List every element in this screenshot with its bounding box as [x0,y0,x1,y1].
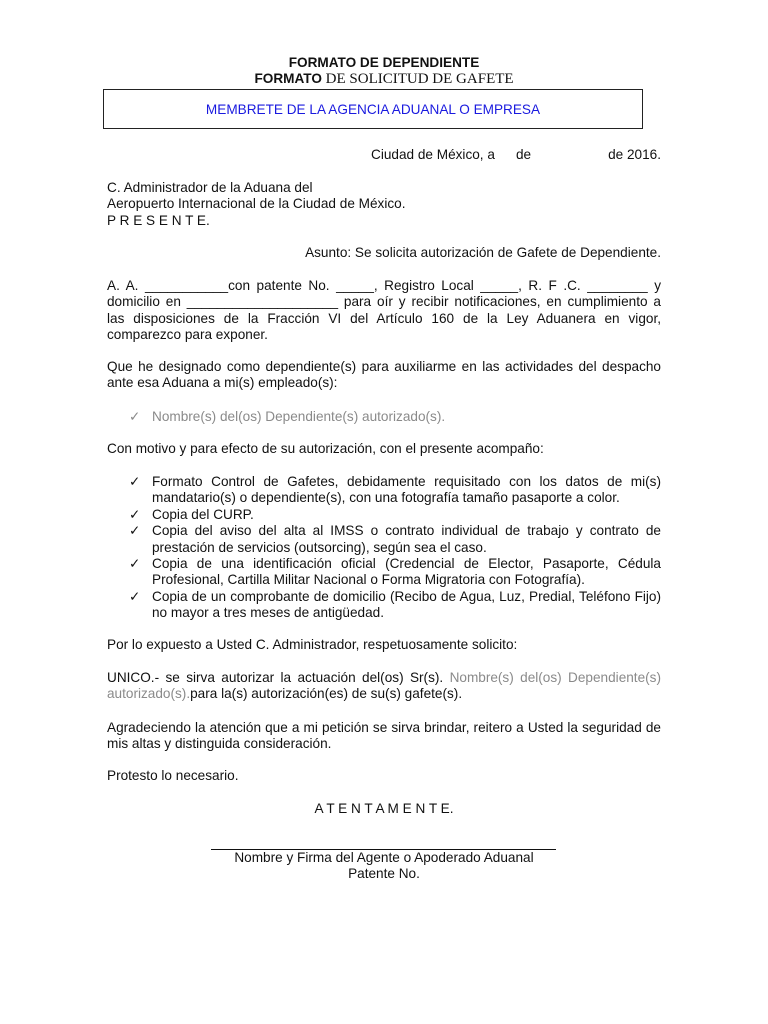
designation-paragraph: Que he designado como dependiente(s) para auxiliarme en las actividades del despacho ante esa Aduana a mi(s) empleado(s): [107,359,661,391]
intro-paragraph: A. A. ___________con patente No. _____, Registro Local _____, R. F .C. ________ y domicilio en ____________________ para oír y recibir notificaciones, en cumplimiento a las disposiciones de la Fracción VI del Artículo 160 de la Ley Aduanera en vigor, comparezco para exponer. [107,278,661,343]
checkmark-icon: ✓ [129,506,141,522]
protesto-line: Protesto lo necesario. [107,768,239,783]
attachments-list [107,474,661,622]
list-item: ✓ Copia de una identificación oficial (Credencial de Elector, Pasaporte, Cédula Profesional, Cartilla Militar Nacional o Forma Migratoria con Fotografía). [129,556,661,588]
list-item: ✓ Copia de un comprobante de domicilio (Recibo de Agua, Luz, Predial, Teléfono Fijo) no mayor a tres meses de antigüedad. [129,588,661,621]
document-title: FORMATO DE DEPENDIENTE [288,55,480,70]
recipient-block: C. Administrador de la Aduana del Aeropuerto Internacional de la Ciudad de México. P R E S E N T E. [107,180,406,228]
list-item: ✓ Copia del aviso del alta al IMSS o contrato individual de trabajo y contrato de prestación de servicios (outsorcing), según sea el caso. [129,523,661,555]
closing-paragraph: Agradeciendo la atención que a mi petición se sirva brindar, reitero a Usted la seguridad de mis altas y distinguida consideración. [107,720,661,752]
dependents-placeholder: Nombre(s) del(os) Dependiente(s) autorizado(s). [107,670,661,702]
subject-line: Asunto: Se solicita autorización de Gafete de Dependiente. [305,245,661,260]
request-intro: Por lo expuesto a Usted C. Administrador, respetuosamente solicito: [107,637,518,652]
checkmark-icon: ✓ [129,409,141,424]
letterhead-box: MEMBRETE DE LA AGENCIA ADUANAL O EMPRESA [103,89,643,129]
document-header [107,55,661,87]
checkmark-icon: ✓ [129,523,141,539]
document-subtitle: FORMATO DE SOLICITUD DE GAFETE [254,71,514,87]
checkmark-icon: ✓ [129,474,141,489]
list-item: ✓ Nombre(s) del(os) Dependiente(s) autorizado(s). [129,409,446,424]
list-item: ✓ Copia del CURP. [129,506,254,522]
dependents-list [107,409,661,425]
atentamente-line: A T E N T A M E N T E. [314,801,454,816]
attachments-intro: Con motivo y para efecto de su autorización, con el presente acompaño: [107,441,544,456]
request-paragraph: UNICO.- se sirva autorizar la actuación del(os) Sr(s). Nombre(s) del(os) Dependiente(s) autorizado(s).para la(s) autorización(es) de su(s) gafete(s). [107,670,661,702]
checkmark-icon: ✓ [129,588,141,604]
signature-block: Nombre y Firma del Agente o Apoderado Aduanal Patente No. [234,850,534,882]
checkmark-icon: ✓ [129,556,141,572]
list-item: ✓ Formato Control de Gafetes, debidamente requisitado con los datos de mi(s) mandatario(s) o dependiente(s), con una fotografía tamaño pasaporte a color. [129,474,661,506]
